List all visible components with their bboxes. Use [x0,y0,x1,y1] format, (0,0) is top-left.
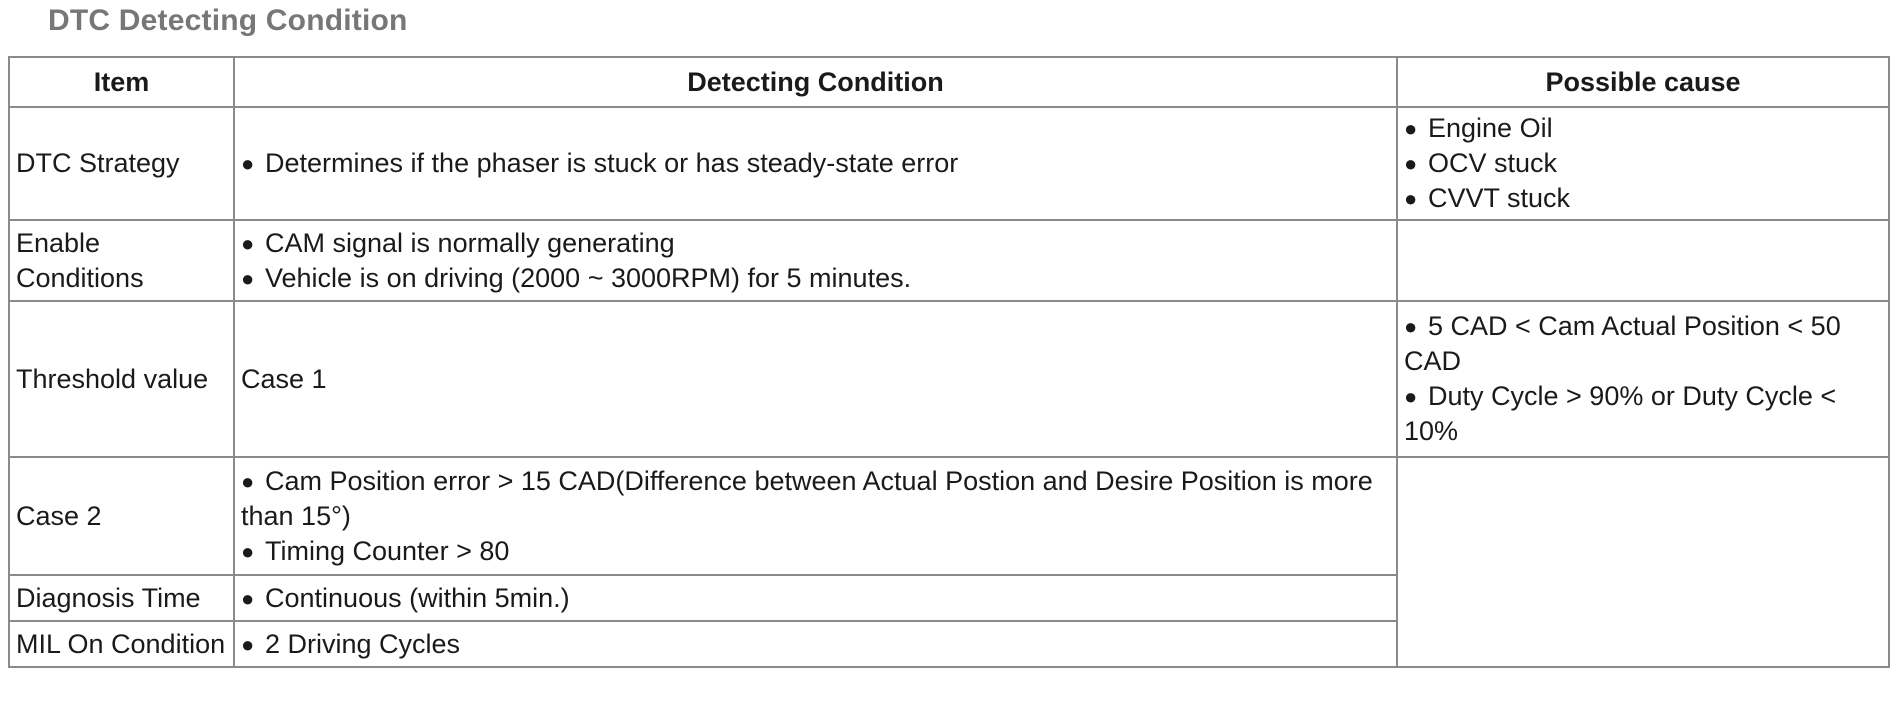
dtc-table [8,56,1890,668]
bullet-icon: ● [241,151,255,176]
list-item: ● Engine Oil [1404,111,1882,146]
list-item: ● CVVT stuck [1404,181,1882,216]
page-title: DTC Detecting Condition [48,4,408,37]
list-item: ● Duty Cycle > 90% or Duty Cycle < 10% [1404,381,1837,446]
item-cell: Diagnosis Time [9,575,234,621]
detecting-cell [234,220,1397,301]
list-item: ● Determines if the phaser is stuck or has steady-state error [241,146,1390,181]
cause-cell [1397,107,1889,220]
list-item: ● Vehicle is on driving (2000 ~ 3000RPM) for 5 minutes. [241,261,1390,296]
header-possible-cause: Possible cause [1397,57,1889,107]
list-item: ● 5 CAD < Cam Actual Position < 50 CAD [1404,311,1841,376]
bullet-icon: ● [1404,314,1418,339]
detecting-cell [234,457,1397,575]
bullet-icon: ● [241,230,255,256]
detecting-cell: Case 1 [234,301,1397,457]
bullet-icon: ● [241,468,255,494]
bullet-icon: ● [1404,186,1418,211]
cause-cell [1397,301,1889,457]
bullet-icon: ● [1404,384,1418,409]
table-row [9,301,1889,457]
bullet-icon: ● [1404,116,1418,141]
table-header-row [9,57,1889,107]
bullet-icon: ● [241,631,255,657]
table-row [9,457,1889,575]
detecting-cell [234,107,1397,220]
item-cell: Threshold value [9,301,234,457]
bullet-icon: ● [241,265,255,291]
bullet-icon: ● [241,538,255,564]
bullet-icon: ● [1404,151,1418,176]
list-item: ● CAM signal is normally generating [241,226,1390,261]
list-item: ● Continuous (within 5min.) [241,581,1390,616]
header-item: Item [9,57,234,107]
header-detecting-condition: Detecting Condition [234,57,1397,107]
item-cell: MIL On Condition [9,621,234,667]
item-cell: Enable Conditions [9,220,234,301]
cause-cell [1397,220,1889,301]
item-cell: Case 2 [9,457,234,575]
table-row [9,220,1889,301]
bullet-icon: ● [241,585,255,611]
table-row [9,107,1889,220]
list-item: ● OCV stuck [1404,146,1882,181]
detecting-cell [234,575,1397,621]
detecting-cell [234,621,1397,667]
item-cell: DTC Strategy [9,107,234,220]
cause-cell-merged [1397,457,1889,667]
list-item: ● 2 Driving Cycles [241,627,1390,662]
list-item: ● Timing Counter > 80 [241,534,1390,569]
list-item: ● Cam Position error > 15 CAD(Difference between Actual Postion and Desire Position is more than 15°) [241,465,1373,531]
